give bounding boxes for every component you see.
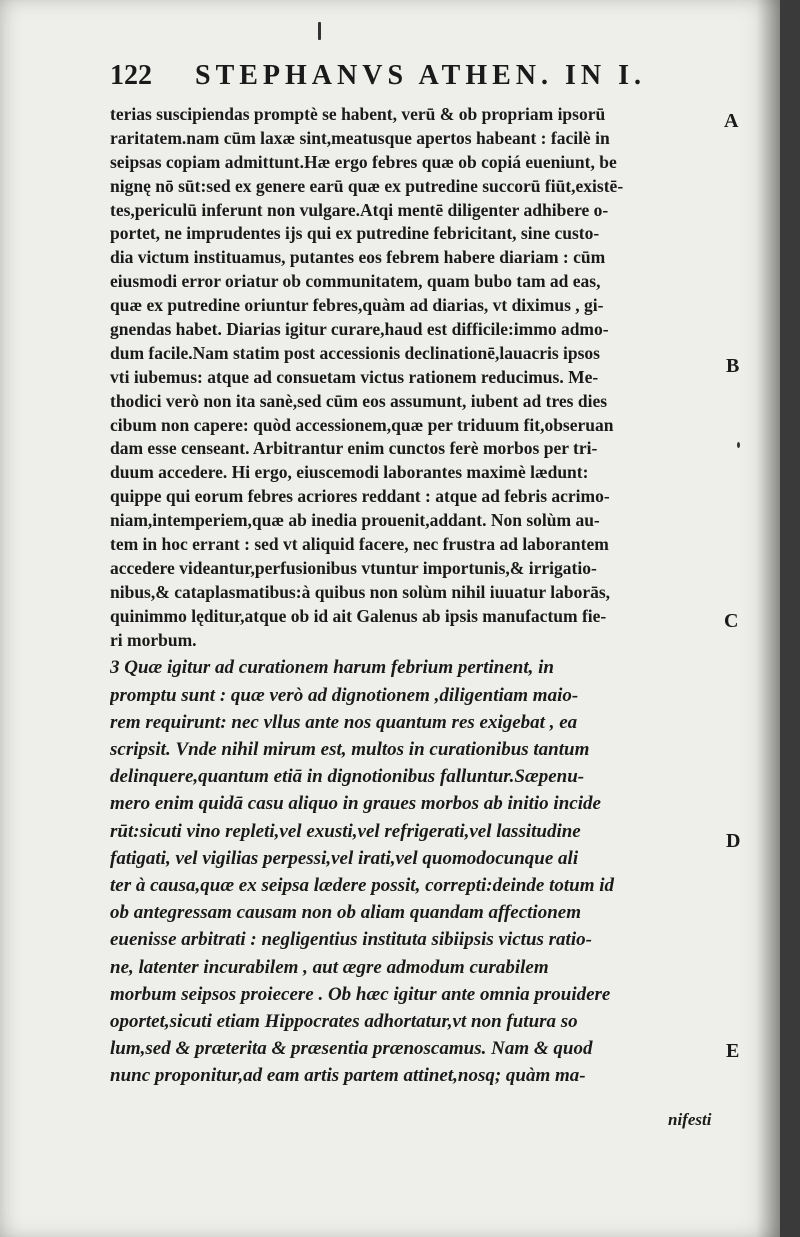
text-line: quippe qui eorum febres acriores reddant : atque ad febris acrimo- — [110, 486, 610, 507]
text-line: niam,intemperiem,quæ ab inedia prouenit,addant. Non solùm au- — [110, 510, 600, 531]
italic-line: euenisse arbitrati : negligentius instituta sibiipsis victus ratio- — [110, 929, 592, 951]
italic-line: rem requirunt: nec vllus ante nos quantum res exigebat , ea — [110, 711, 578, 733]
page-number: 122 — [110, 60, 152, 91]
text-line: raritatem.nam cūm laxæ sint,meatusque apertos habeant : facilè in — [110, 127, 610, 148]
italic-line: fatigati, vel vigilias perpessi,vel irati,vel quomodocunque ali — [110, 847, 579, 869]
text-line: seipsas copiam admittunt.Hæ ergo febres quæ ob copiá eueniunt, be — [110, 151, 617, 172]
margin-letter-c: C — [724, 610, 739, 632]
text-line: portet, ne imprudentes ijs qui ex putredine febricitant, sine custo- — [110, 223, 600, 244]
text-line: gnendas habet. Diarias igitur curare,haud est difficile:immo admo- — [110, 319, 609, 340]
italic-line: oportet,sicuti etiam Hippocrates adhortatur,vt non futura so — [110, 1010, 578, 1032]
catchword: nifesti — [668, 1110, 712, 1129]
italic-line: ne, latenter incurabilem , aut ægre admodum curabilem — [110, 956, 549, 978]
text-line: thodici verò non ita sanè,sed cūm eos assumunt, iubent ad tres dies — [110, 390, 608, 411]
italic-line: morbum seipsos proiecere . Ob hæc igitur ante omnia prouidere — [110, 983, 611, 1005]
text-line: accedere videantur,perfusionibus vtuntur importunis,& irrigatio- — [110, 557, 597, 578]
text-line: quæ ex putredine oriuntur febres,quàm ad diarias, vt diximus , gi- — [110, 295, 604, 316]
page-header — [110, 60, 730, 100]
text-line: eiusmodi error oriatur ob communitatem, quam bubo tam ad eas, — [110, 271, 601, 292]
margin-letter-a: A — [724, 110, 739, 132]
text-line: duum accedere. Hi ergo, eiuscemodi laborantes maximè lædunt: — [110, 462, 589, 483]
text-line: ri morbum. — [110, 629, 197, 650]
italic-line: delinquere,quantum etiā in dignotionibus falluntur.Sæpenu- — [110, 766, 585, 788]
margin-letter-d: D — [726, 830, 741, 852]
italic-line: 3 Quæ igitur ad curationem harum febrium pertinent, in — [110, 657, 554, 679]
italic-line: mero enim quidā casu aliquo in graues morbos ab initio incide — [110, 793, 601, 815]
italic-line: lum,sed & præterita & præsentia prænoscamus. Nam & quod — [110, 1038, 593, 1060]
text-line: dam esse censeant. Arbitrantur enim cunctos ferè morbos per tri- — [110, 438, 598, 459]
text-line: dum facile.Nam statim post accessionis declinationē,lauacris ipsos — [110, 342, 600, 363]
running-title: STEPHANVS ATHEN. IN I. — [195, 60, 647, 91]
ink-mark — [737, 442, 740, 448]
margin-letter-b: B — [726, 355, 740, 377]
italic-line: ter à causa,quæ ex seipsa lædere possit, correpti:deinde totum id — [110, 874, 615, 896]
text-line: tem in hoc errant : sed vt aliquid facere, nec frustra ad laborantem — [110, 534, 609, 555]
italic-line: ob antegressam causam non ob aliam quandam affectionem — [110, 902, 581, 924]
text-line: tes,periculū inferunt non vulgare.Atqi mentē diligenter adhibere o- — [110, 199, 609, 220]
text-line: terias suscipiendas promptè se habent, verū & ob propriam ipsorū — [110, 104, 606, 124]
italic-line: promptu sunt : quæ verò ad dignotionem ,diligentiam maio- — [110, 684, 579, 706]
italic-line: nunc proponitur,ad eam artis partem attinet,nosq; quàm ma- — [110, 1065, 586, 1087]
ink-mark — [318, 22, 321, 40]
text-line: quinimmo lęditur,atque ob id ait Galenus ab ipsis manufactum fie- — [110, 605, 607, 626]
italic-line: rūt:sicuti vino repleti,vel exusti,vel refrigerati,vel lassitudine — [110, 820, 581, 842]
italic-line: scripsit. Vnde nihil mirum est, multos in curationibus tantum — [110, 739, 590, 761]
text-line: vti iubemus: atque ad consuetam victus rationem reducimus. Me- — [110, 366, 599, 387]
text-line: cibum non capere: quòd accessionem,quæ per triduum fit,obseruan — [110, 414, 614, 435]
text-line: dia victum instituamus, putantes eos febrem habere diariam : cūm — [110, 247, 606, 268]
text-line: nibus,& cataplasmatibus:à quibus non solùm nihil iuuatur laborās, — [110, 581, 611, 602]
body-text — [110, 103, 724, 1089]
page-edge-shadow — [756, 0, 780, 1237]
margin-letter-e: E — [726, 1040, 740, 1062]
text-line: nignę nō sūt:sed ex genere earū quæ ex putredine succorū fiūt,existē- — [110, 175, 624, 196]
